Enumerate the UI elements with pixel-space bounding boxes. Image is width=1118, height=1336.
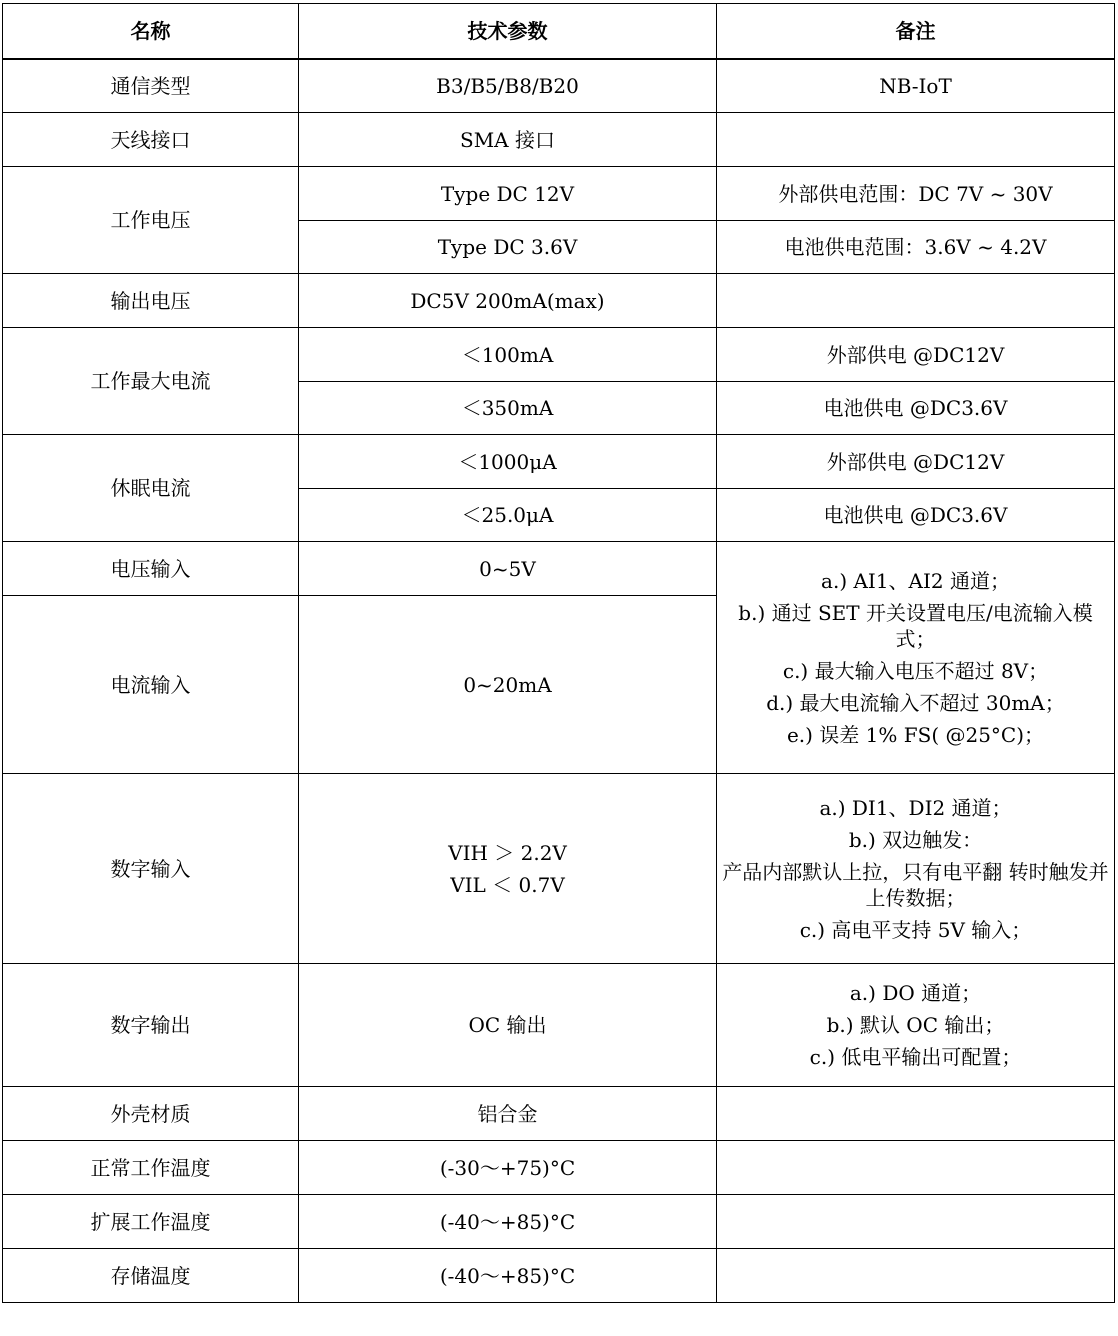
analog-input-notes xyxy=(717,542,1115,774)
row-param: OC 输出 xyxy=(299,964,717,1087)
header-name: 名称 xyxy=(3,4,299,59)
row-name: 天线接口 xyxy=(3,113,299,167)
row-name: 存储温度 xyxy=(3,1249,299,1303)
param-line: VIH ＞ 2.2V xyxy=(448,840,567,865)
table-row xyxy=(3,1141,1115,1195)
row-note: 电池供电 @DC3.6V xyxy=(717,489,1115,542)
table-row xyxy=(3,167,1115,221)
row-note: 电池供电范围：3.6V ~ 4.2V xyxy=(717,221,1115,274)
note-line: d.) 最大电流输入不超过 30mA； xyxy=(766,690,1065,715)
row-param: ＜100mA xyxy=(299,328,717,382)
row-param: DC5V 200mA(max) xyxy=(299,274,717,328)
row-note xyxy=(717,1195,1115,1249)
row-note xyxy=(717,1249,1115,1303)
note-line: b.) 双边触发： xyxy=(848,827,983,852)
note-line: a.) DI1、DI2 通道； xyxy=(819,795,1012,820)
row-param: (-30～+75)°C xyxy=(299,1141,717,1195)
digital-output-notes xyxy=(717,964,1115,1087)
table-row xyxy=(3,1195,1115,1249)
row-param: SMA 接口 xyxy=(299,113,717,167)
row-note xyxy=(717,113,1115,167)
table-row xyxy=(3,1249,1115,1303)
row-param: Type DC 3.6V xyxy=(299,221,717,274)
table-row xyxy=(3,59,1115,113)
header-note: 备注 xyxy=(717,4,1115,59)
table-row xyxy=(3,774,1115,964)
note-line: a.) DO 通道； xyxy=(849,981,982,1005)
row-param: ＜1000μA xyxy=(299,435,717,489)
table-row xyxy=(3,964,1115,1087)
row-note: 外部供电范围：DC 7V ~ 30V xyxy=(717,167,1115,221)
note-line: 产品内部默认上拉，只有电平翻 转时触发并上传数据； xyxy=(722,859,1109,910)
spec-table xyxy=(2,3,1115,1303)
row-name: 正常工作温度 xyxy=(3,1141,299,1195)
note-line: c.) 低电平输出可配置； xyxy=(809,1045,1022,1069)
row-note xyxy=(717,274,1115,328)
row-param: (-40～+85)°C xyxy=(299,1195,717,1249)
table-row xyxy=(3,542,1115,596)
row-name: 数字输入 xyxy=(3,774,299,964)
row-param: 0~20mA xyxy=(299,596,717,774)
row-name: 数字输出 xyxy=(3,964,299,1087)
note-line: e.) 误差 1% FS( @25°C)； xyxy=(786,722,1045,747)
row-param: (-40～+85)°C xyxy=(299,1249,717,1303)
table-row xyxy=(3,113,1115,167)
row-param xyxy=(299,774,717,964)
note-line: a.) AI1、AI2 通道； xyxy=(821,568,1010,593)
row-note: NB-IoT xyxy=(717,59,1115,113)
row-name: 扩展工作温度 xyxy=(3,1195,299,1249)
row-param: ＜350mA xyxy=(299,382,717,435)
row-note xyxy=(717,1141,1115,1195)
table-row xyxy=(3,328,1115,382)
row-param: B3/B5/B8/B20 xyxy=(299,59,717,113)
row-name: 电流输入 xyxy=(3,596,299,774)
row-name: 外壳材质 xyxy=(3,1087,299,1141)
row-note xyxy=(717,1087,1115,1141)
table-row xyxy=(3,274,1115,328)
row-note: 外部供电 @DC12V xyxy=(717,435,1115,489)
row-name: 工作电压 xyxy=(3,167,299,274)
row-param: 铝合金 xyxy=(299,1087,717,1141)
header-row xyxy=(3,4,1115,59)
row-name: 通信类型 xyxy=(3,59,299,113)
row-name: 电压输入 xyxy=(3,542,299,596)
param-line: VIL ＜ 0.7V xyxy=(450,872,565,897)
row-param: Type DC 12V xyxy=(299,167,717,221)
table-row xyxy=(3,1087,1115,1141)
row-note: 外部供电 @DC12V xyxy=(717,328,1115,382)
row-name: 输出电压 xyxy=(3,274,299,328)
note-line: b.) 通过 SET 开关设置电压/电流输入模式； xyxy=(738,600,1093,651)
digital-input-notes xyxy=(717,774,1115,964)
row-name: 工作最大电流 xyxy=(3,328,299,435)
note-line: c.) 最大输入电压不超过 8V； xyxy=(782,658,1049,683)
note-line: c.) 高电平支持 5V 输入； xyxy=(799,917,1032,942)
row-name: 休眠电流 xyxy=(3,435,299,542)
row-param: 0~5V xyxy=(299,542,717,596)
header-param: 技术参数 xyxy=(299,4,717,59)
row-param: ＜25.0μA xyxy=(299,489,717,542)
row-note: 电池供电 @DC3.6V xyxy=(717,382,1115,435)
table-row xyxy=(3,435,1115,489)
note-line: b.) 默认 OC 输出； xyxy=(826,1013,1005,1037)
